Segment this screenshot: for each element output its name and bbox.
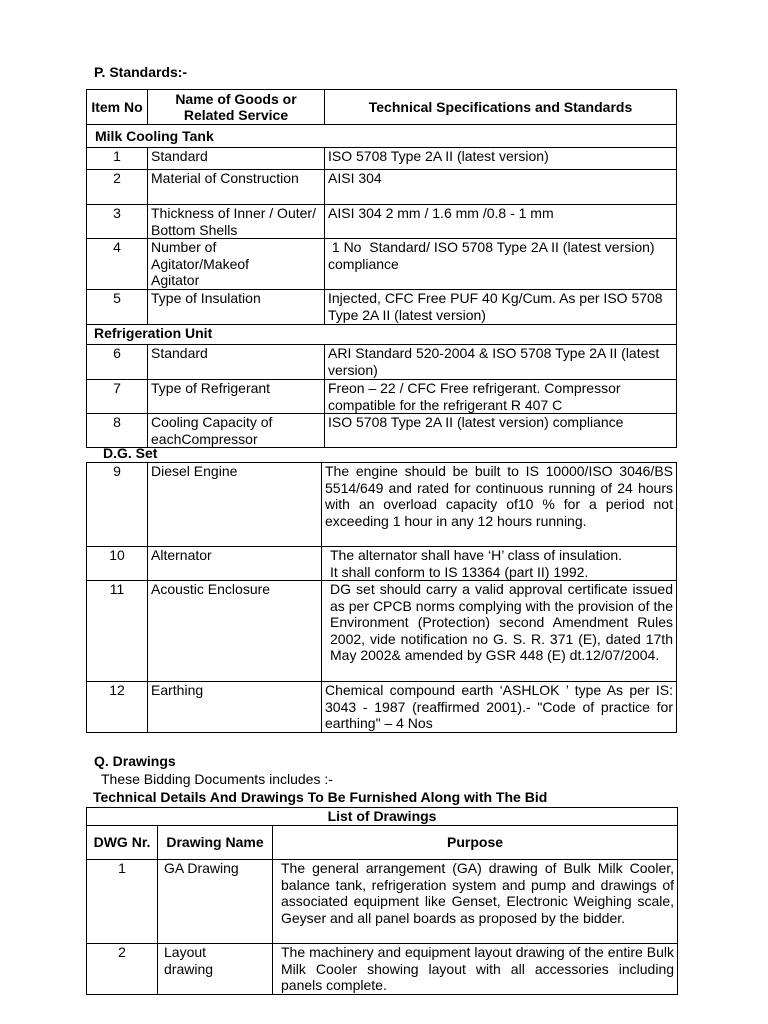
header-drawing-name: Drawing Name bbox=[158, 826, 273, 860]
item-spec: ARI Standard 520-2004 & ISO 5708 Type 2A II (latest version) bbox=[325, 345, 677, 380]
table-row bbox=[87, 239, 677, 290]
item-name: Material of Construction bbox=[148, 170, 325, 205]
item-name: Earthing bbox=[148, 682, 322, 733]
header-spec: Technical Specifications and Standards bbox=[325, 90, 677, 125]
item-spec: AISI 304 2 mm / 1.6 mm /0.8 - 1 mm bbox=[325, 205, 677, 239]
table-row bbox=[87, 414, 677, 448]
item-no: 4 bbox=[87, 239, 148, 290]
item-name: Cooling Capacity of eachCompressor bbox=[148, 414, 325, 448]
item-no: 7 bbox=[87, 380, 148, 414]
group-dg-set: D.G. Set bbox=[103, 445, 158, 461]
dwg-no: 2 bbox=[87, 944, 158, 995]
table-row bbox=[87, 205, 677, 239]
item-name: Diesel Engine bbox=[148, 463, 322, 547]
item-no: 12 bbox=[87, 682, 148, 733]
table-row bbox=[87, 148, 677, 170]
item-name: Type of Insulation bbox=[148, 290, 325, 325]
item-no: 11 bbox=[87, 581, 148, 682]
header-dwg-nr: DWG Nr. bbox=[87, 826, 158, 860]
table-row bbox=[87, 860, 678, 944]
section-q-subheading: Technical Details And Drawings To Be Furnished Along with The Bid bbox=[93, 789, 548, 805]
item-spec: Injected, CFC Free PUF 40 Kg/Cum. As per ISO 5708 Type 2A II (latest version) bbox=[325, 290, 677, 325]
group-milk-cooling-tank: Milk Cooling Tank bbox=[87, 125, 677, 148]
item-no: 6 bbox=[87, 345, 148, 380]
item-no: 10 bbox=[87, 547, 148, 581]
dg-set-table bbox=[86, 462, 677, 733]
item-spec: ISO 5708 Type 2A II (latest version) compliance bbox=[325, 414, 677, 448]
table-row bbox=[87, 944, 678, 995]
section-q-intro: These Bidding Documents includes :- bbox=[101, 771, 333, 787]
item-spec: 1 No Standard/ ISO 5708 Type 2A II (latest version) compliance bbox=[325, 239, 677, 290]
item-no: 2 bbox=[87, 170, 148, 205]
header-name: Name of Goods or Related Service bbox=[148, 90, 325, 125]
drawing-purpose: The general arrangement (GA) drawing of Bulk Milk Cooler, balance tank, refrigeration system and pump and drawings of associated equipment like Genset, Electronic Weighing scale, Geyser and all panel boards as proposed by the bidder. bbox=[273, 860, 678, 944]
drawings-table-title: List of Drawings bbox=[87, 808, 678, 826]
item-spec: ISO 5708 Type 2A II (latest version) bbox=[325, 148, 677, 170]
drawing-purpose: The machinery and equipment layout drawing of the entire Bulk Milk Cooler showing layout with all accessories including panels complete. bbox=[273, 944, 678, 995]
table-row bbox=[87, 380, 677, 414]
item-spec: DG set should carry a valid approval certificate issued as per CPCB norms complying with the provision of the Environment (Protection) second Amendment Rules 2002, vide notification no G. S. R. 371 (E), dated 17th May 2002& amended by GSR 448 (E) dt.12/07/2004. bbox=[322, 581, 677, 682]
item-spec: Chemical compound earth ‘ASHLOK ’ type As per IS: 3043 - 1987 (reaffirmed 2001).- "Code of practice for earthing" – 4 Nos bbox=[322, 682, 677, 733]
item-spec: AISI 304 bbox=[325, 170, 677, 205]
item-no: 9 bbox=[87, 463, 148, 547]
section-p-heading: P. Standards:- bbox=[94, 64, 188, 80]
table-row bbox=[87, 682, 677, 733]
item-name: Thickness of Inner / Outer/ Bottom Shells bbox=[148, 205, 325, 239]
table-row bbox=[87, 581, 677, 682]
section-q-heading: Q. Drawings bbox=[94, 753, 176, 769]
item-spec: Freon – 22 / CFC Free refrigerant. Compressor compatible for the refrigerant R 407 C bbox=[325, 380, 677, 414]
item-spec bbox=[322, 547, 677, 581]
header-purpose: Purpose bbox=[273, 826, 678, 860]
item-name: Acoustic Enclosure bbox=[148, 581, 322, 682]
standards-table bbox=[86, 89, 677, 448]
header-item-no: Item No bbox=[87, 90, 148, 125]
item-name: Alternator bbox=[148, 547, 322, 581]
item-spec-line: The alternator shall have ‘H’ class of insulation. bbox=[330, 547, 623, 563]
item-spec-line: It shall conform to IS 13364 (part II) 1992. bbox=[330, 563, 589, 580]
table-row bbox=[87, 345, 677, 380]
table-row bbox=[87, 463, 677, 547]
table-row bbox=[87, 170, 677, 205]
table-row bbox=[87, 290, 677, 325]
drawings-table bbox=[86, 807, 678, 995]
item-no: 1 bbox=[87, 148, 148, 170]
item-name: Standard bbox=[148, 345, 325, 380]
item-name: Standard bbox=[148, 148, 325, 170]
dwg-no: 1 bbox=[87, 860, 158, 944]
drawing-name: GA Drawing bbox=[158, 860, 273, 944]
item-no: 5 bbox=[87, 290, 148, 325]
table-row bbox=[87, 547, 677, 581]
item-name: Type of Refrigerant bbox=[148, 380, 325, 414]
item-spec: The engine should be built to IS 10000/ISO 3046/BS 5514/649 and rated for continuous running of 24 hours with an overload capacity of10 % for a period not exceeding 1 hour in any 12 hours running. bbox=[322, 463, 677, 547]
item-no: 3 bbox=[87, 205, 148, 239]
item-name: Number of Agitator/Makeof Agitator bbox=[148, 239, 325, 290]
drawing-name: Layout drawing bbox=[158, 944, 273, 995]
group-refrigeration-unit: Refrigeration Unit bbox=[87, 325, 677, 345]
item-no: 8 bbox=[87, 414, 148, 448]
